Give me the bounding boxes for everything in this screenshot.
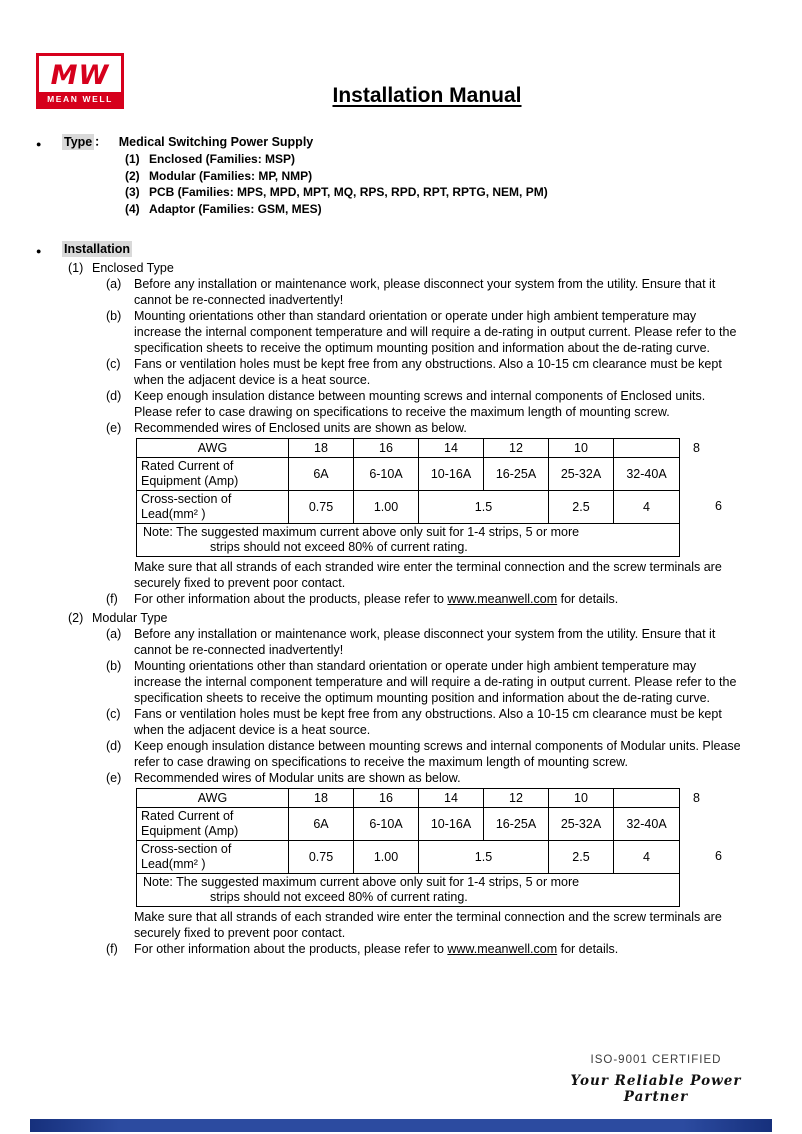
table-cell: 6A — [289, 808, 354, 841]
slogan-text: Your Reliable Power Partner — [570, 1073, 742, 1105]
table-header-cell: 12 — [484, 439, 549, 458]
item-text: For other information about the products, please refer to — [134, 592, 448, 606]
note-cell — [137, 874, 680, 907]
post-table-text: Make sure that all strands of each stranded wire enter the terminal connection and the screw terminals are securely fixed to prevent poor contact. — [134, 560, 722, 590]
wire-table-wrap-enclosed — [136, 438, 736, 557]
table-header-cell: 14 — [419, 789, 484, 808]
outside-lead-6: 6 — [715, 849, 722, 863]
table-cell: 2.5 — [549, 841, 614, 874]
type-heading-row — [62, 134, 766, 150]
footer — [544, 1052, 768, 1105]
item-e-content — [134, 770, 744, 941]
item-text: for details. — [557, 592, 619, 606]
table-cell: 1.00 — [354, 491, 419, 524]
note-line-1: Note: The suggested maximum current above only suit for 1-4 strips, 5 or more — [143, 875, 580, 889]
table-header-cell — [614, 789, 680, 808]
row-label-cell: Rated Current of Equipment (Amp) — [137, 808, 289, 841]
table-header-cell: 16 — [354, 439, 419, 458]
table-cell: 4 — [614, 841, 680, 874]
table-cell: 2.5 — [549, 491, 614, 524]
table-cell: 1.5 — [419, 491, 549, 524]
note-line-1: Note: The suggested maximum current above only suit for 1-4 strips, 5 or more — [143, 525, 580, 539]
item-text: For other information about the products, please refer to — [134, 942, 448, 956]
item-letter: (c) — [106, 357, 121, 371]
item-letter: (e) — [106, 771, 122, 785]
logo-monogram: MW — [50, 59, 110, 91]
item-number: (4) — [125, 201, 140, 216]
item-text: Recommended wires of Enclosed units are shown as below. — [134, 421, 467, 435]
table-cell: 32-40A — [614, 808, 680, 841]
type-list-item — [125, 201, 766, 218]
item-text: Before any installation or maintenance work, please disconnect your system from the utility. Ensure that it cannot be re-connected inadvertently! — [134, 277, 716, 307]
table-cell: 0.75 — [289, 491, 354, 524]
subsection-number: (2) — [68, 611, 84, 625]
table-header-cell: AWG — [137, 789, 289, 808]
modular-item-list — [106, 626, 766, 957]
subsection-enclosed — [68, 260, 766, 607]
item-number: (1) — [125, 152, 140, 166]
table-row — [137, 491, 680, 524]
item-text: Keep enough insulation distance between mounting screws and internal components of Modular units. Please refer to case drawing on specifications to receive the maximum length of mounting screw. — [134, 739, 741, 769]
type-label: Type — [64, 135, 93, 149]
note-cell — [137, 524, 680, 557]
wire-table-wrap-modular — [136, 788, 736, 907]
item-text: Fans or ventilation holes must be kept free from any obstructions. Also a 10-15 cm clearance must be kept when the adjacent device is a heat source. — [134, 357, 722, 387]
item-letter: (e) — [106, 421, 122, 435]
table-row — [137, 789, 680, 808]
item-letter: (f) — [106, 592, 118, 606]
item-text: Adaptor (Families: GSM, MES) — [149, 201, 322, 216]
type-colon: ： — [94, 135, 107, 149]
item-letter: (d) — [106, 389, 122, 403]
meanwell-logo — [36, 53, 124, 109]
wire-table-enclosed — [136, 438, 680, 557]
table-cell: 6-10A — [354, 808, 419, 841]
item-letter: (c) — [106, 707, 121, 721]
item-letter: (f) — [106, 942, 118, 956]
table-row — [137, 458, 680, 491]
content — [0, 134, 802, 957]
list-item-c — [106, 706, 766, 738]
type-list — [125, 151, 766, 217]
table-row — [137, 524, 680, 557]
meanwell-link[interactable]: www.meanwell.com — [447, 942, 558, 956]
table-cell: 1.5 — [419, 841, 549, 874]
item-letter: (b) — [106, 309, 122, 323]
wire-table-modular — [136, 788, 680, 907]
item-text: Enclosed (Families: MSP) — [149, 152, 296, 166]
outside-awg-8: 8 — [693, 791, 700, 805]
type-list-item — [125, 168, 766, 185]
table-header-cell — [614, 439, 680, 458]
table-cell: 16-25A — [484, 458, 549, 491]
bullet-icon: ● — [36, 139, 42, 149]
item-number: (2) — [125, 168, 140, 183]
subsection-title-row — [68, 260, 766, 276]
item-letter: (d) — [106, 739, 122, 753]
subsection-number: (1) — [68, 261, 84, 275]
meanwell-link[interactable]: www.meanwell.com — [447, 592, 558, 606]
table-header-cell: 12 — [484, 789, 549, 808]
installation-section — [36, 241, 766, 957]
page-title: Installation Manual — [332, 84, 522, 107]
item-letter: (a) — [106, 627, 122, 641]
item-e-content — [134, 420, 744, 591]
list-item-f — [106, 591, 766, 607]
outside-lead-6: 6 — [715, 499, 722, 513]
table-cell: 6-10A — [354, 458, 419, 491]
table-row — [137, 841, 680, 874]
list-item-b — [106, 658, 766, 706]
subsection-title: Enclosed Type — [92, 261, 174, 275]
row-label-cell: Cross-section of Lead(mm² ) — [137, 841, 289, 874]
list-item-e — [106, 420, 766, 591]
item-text: Recommended wires of Modular units are shown as below. — [134, 771, 461, 785]
table-header-cell: 10 — [549, 439, 614, 458]
type-section — [36, 134, 766, 217]
table-cell: 10-16A — [419, 808, 484, 841]
table-cell: 16-25A — [484, 808, 549, 841]
subsection-title-row — [68, 610, 766, 626]
enclosed-item-list — [106, 276, 766, 607]
table-header-cell: 10 — [549, 789, 614, 808]
installation-label: Installation — [64, 242, 130, 256]
table-header-cell: 18 — [289, 439, 354, 458]
item-text: Keep enough insulation distance between mounting screws and internal components of Enclosed units. Please refer to case drawing on specifications to receive the maximum length of mounting screw. — [134, 389, 706, 419]
table-cell: 4 — [614, 491, 680, 524]
item-text: for details. — [557, 942, 619, 956]
installation-body — [62, 241, 766, 957]
table-cell: 10-16A — [419, 458, 484, 491]
list-item-a — [106, 276, 766, 308]
note-line-2: strips should not exceed 80% of current rating. — [210, 890, 468, 904]
logo-name: MEAN WELL — [39, 92, 121, 106]
table-header-cell: 16 — [354, 789, 419, 808]
item-letter: (b) — [106, 659, 122, 673]
list-item-e — [106, 770, 766, 941]
type-body — [62, 134, 766, 217]
table-cell: 0.75 — [289, 841, 354, 874]
table-cell: 6A — [289, 458, 354, 491]
item-text: Modular (Families: MP, NMP) — [149, 168, 313, 183]
type-heading: Medical Switching Power Supply — [118, 135, 314, 149]
item-text: Fans or ventilation holes must be kept free from any obstructions. Also a 10-15 cm clearance must be kept when the adjacent device is a heat source. — [134, 707, 722, 737]
table-cell: 32-40A — [614, 458, 680, 491]
type-list-item — [125, 184, 766, 201]
table-cell: 25-32A — [549, 458, 614, 491]
item-text: Mounting orientations other than standard orientation or operate under high ambient temperature may increase the internal component temperature and will require a de-rating in output current. Please refer to the specification sheets to receive the optimum mounting position and information about the de-rating curve. — [134, 659, 737, 705]
table-row — [137, 808, 680, 841]
table-header-cell: 14 — [419, 439, 484, 458]
footer-bar — [30, 1119, 772, 1132]
bullet-icon: ● — [36, 246, 42, 256]
table-header-cell: AWG — [137, 439, 289, 458]
type-list-item — [125, 151, 766, 168]
table-cell: 1.00 — [354, 841, 419, 874]
subsection-title: Modular Type — [92, 611, 168, 625]
row-label-cell: Rated Current of Equipment (Amp) — [137, 458, 289, 491]
outside-awg-8: 8 — [693, 441, 700, 455]
item-f-content — [134, 591, 744, 607]
installation-heading-row — [62, 241, 766, 257]
subsection-modular — [68, 610, 766, 957]
note-line-2: strips should not exceed 80% of current rating. — [210, 540, 468, 554]
list-item-d — [106, 738, 766, 770]
list-item-f — [106, 941, 766, 957]
list-item-a — [106, 626, 766, 658]
iso-certified-text: ISO-9001 CERTIFIED — [590, 1054, 722, 1066]
table-row — [137, 439, 680, 458]
table-row — [137, 874, 680, 907]
item-text: Before any installation or maintenance work, please disconnect your system from the utility. Ensure that it cannot be re-connected inadvertently! — [134, 627, 716, 657]
row-label-cell: Cross-section of Lead(mm² ) — [137, 491, 289, 524]
list-item-c — [106, 356, 766, 388]
item-text: Mounting orientations other than standard orientation or operate under high ambient temperature may increase the internal component temperature and will require a de-rating in output current. Please refer to the specification sheets to receive the optimum mounting position and information about the de-rating curve. — [134, 309, 737, 355]
list-item-d — [106, 388, 766, 420]
item-letter: (a) — [106, 277, 122, 291]
item-number: (3) — [125, 185, 140, 199]
item-text: PCB (Families: MPS, MPD, MPT, MQ, RPS, RPD, RPT, RPTG, NEM, PM) — [149, 185, 548, 199]
item-f-content — [134, 941, 744, 957]
post-table-text: Make sure that all strands of each stranded wire enter the terminal connection and the screw terminals are securely fixed to prevent poor contact. — [134, 910, 722, 940]
list-item-b — [106, 308, 766, 356]
table-header-cell: 18 — [289, 789, 354, 808]
table-cell: 25-32A — [549, 808, 614, 841]
